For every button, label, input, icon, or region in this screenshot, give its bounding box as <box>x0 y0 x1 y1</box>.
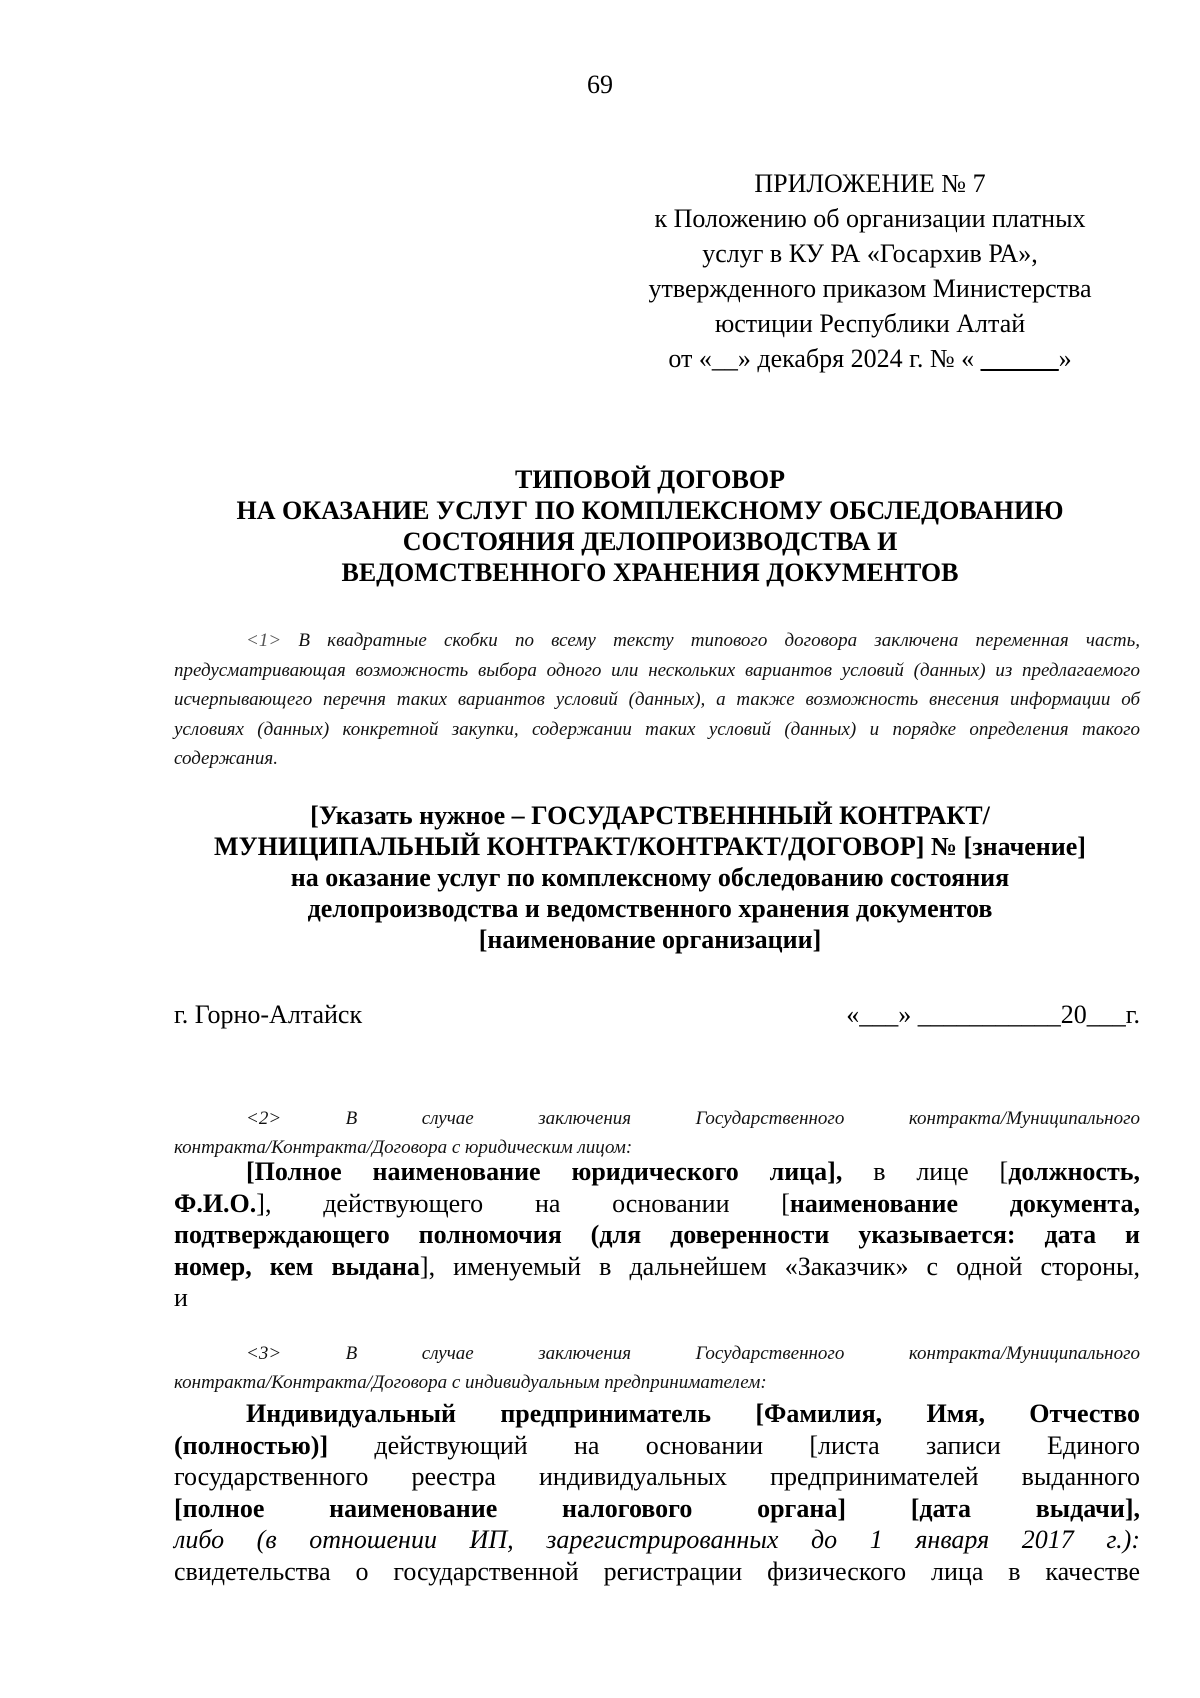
appendix-line: юстиции Республики Алтай <box>714 309 1026 338</box>
party-line <box>174 1524 1140 1556</box>
footnote-1 <box>174 626 1140 774</box>
title-line: ТИПОВОЙ ДОГОВОР <box>515 465 785 494</box>
party-entrepreneur <box>174 1398 1140 1587</box>
contract-title-line: МУНИЦИПАЛЬНЫЙ КОНТРАКТ/КОНТРАКТ/ДОГОВОР] № [значение] <box>214 832 1086 861</box>
party-text: в лице [ <box>842 1157 1009 1186</box>
footnote-label: <1> <box>246 630 282 651</box>
contract-title-line: на оказание услуг по комплексному обследованию состояния <box>290 863 1010 892</box>
page-number: 69 <box>587 70 613 99</box>
entrepreneur-name: Индивидуальный предприниматель [Фамилия, Имя, Отчество <box>246 1399 1140 1428</box>
appendix-line: услуг в КУ РА «Госархив РА», <box>702 239 1038 268</box>
issuer-placeholder: номер, кем выдана <box>174 1251 420 1281</box>
party-text: ], действующего на основании [ <box>256 1188 790 1218</box>
appendix-line: к Положению об организации платных <box>654 204 1086 233</box>
party-line <box>174 1219 1140 1251</box>
party-text: ], именуемый в дальнейшем «Заказчик» с одной стороны, <box>419 1251 1140 1281</box>
document-title <box>160 464 1140 588</box>
position-placeholder: должность, <box>1008 1157 1140 1186</box>
party-line <box>174 1156 1140 1188</box>
alternative-note: либо (в отношении ИП, зарегистрированных до 1 января 2017 г.): <box>174 1525 1140 1554</box>
authority-placeholder: подтверждающего полномочия (для доверенности указывается: дата и <box>174 1220 1140 1249</box>
document-placeholder: наименование документа, <box>789 1188 1140 1218</box>
party-line <box>174 1430 1140 1462</box>
title-line: СОСТОЯНИЯ ДЕЛОПРОИЗВОДСТВА И <box>402 527 898 556</box>
contract-title <box>160 800 1140 955</box>
footnote-3-cont: контракта/Контракта/Договора с индивидуальным предпринимателем: <box>174 1372 767 1393</box>
appendix-date-close: » <box>1058 344 1072 373</box>
appendix-header <box>600 166 1140 376</box>
party-line <box>174 1188 1140 1220</box>
tax-authority-placeholder: [полное наименование налогового органа] [дата выдачи], <box>174 1493 1140 1523</box>
appendix-date-line <box>600 341 1140 376</box>
city: г. Горно-Алтайск <box>174 1000 363 1029</box>
appendix-title: ПРИЛОЖЕНИЕ № 7 <box>754 169 986 198</box>
party-line <box>174 1493 1140 1525</box>
place-date-row <box>174 1000 1140 1030</box>
appendix-line: утвержденного приказом Министерства <box>648 274 1092 303</box>
footnote-text: В квадратные скобки по всему тексту типового договора заключена переменная часть, предусматривающая возможность выбора одного или нескольких вариантов условий (данных) из предлагаемого исчерпывающего перечня таких вариантов условий (данных), а также возможность внесения информации об условиях (данных) конкретной закупки, содержании таких условий (данных) и порядке определения такого содержания. <box>174 630 1140 769</box>
party-customer <box>174 1156 1140 1314</box>
party-line <box>174 1398 1140 1430</box>
contract-title-line: делопроизводства и ведомственного хранения документов <box>307 894 993 923</box>
title-line: ВЕДОМСТВЕННОГО ХРАНЕНИЯ ДОКУМЕНТОВ <box>341 558 959 587</box>
contract-title-line: [Указать нужное – ГОСУДАРСТВЕНННЫЙ КОНТРАКТ/ <box>310 801 990 830</box>
title-line: НА ОКАЗАНИЕ УСЛУГ ПО КОМПЛЕКСНОМУ ОБСЛЕДОВАНИЮ <box>236 496 1064 525</box>
contract-date: «___» ___________20___г. <box>846 1000 1140 1029</box>
appendix-number-blank: ______ <box>980 344 1059 373</box>
party-line: и <box>174 1283 188 1312</box>
party-line: государственного реестра индивидуальных предпринимателей выданного <box>174 1462 1140 1491</box>
legal-entity-name: [Полное наименование юридического лица], <box>246 1157 843 1186</box>
party-text: действующий на основании [листа записи Единого <box>328 1430 1140 1460</box>
contract-title-line: [наименование организации] <box>478 925 822 954</box>
fio-placeholder: Ф.И.О. <box>174 1188 257 1218</box>
footnote-3: <3> В случае заключения Государственного контракта/Муниципального <box>246 1343 1140 1364</box>
footnote-2: <2> В случае заключения Государственного контракта/Муниципального <box>246 1108 1140 1129</box>
party-line: свидетельства о государственной регистрации физического лица в качестве <box>174 1556 1140 1586</box>
party-line <box>174 1251 1140 1283</box>
footnote-2-cont: контракта/Контракта/Договора с юридическим лицом: <box>174 1137 633 1158</box>
appendix-date-text: от «__» декабря 2024 г. № « <box>668 344 981 373</box>
full-name-placeholder: (полностью)] <box>174 1430 329 1460</box>
